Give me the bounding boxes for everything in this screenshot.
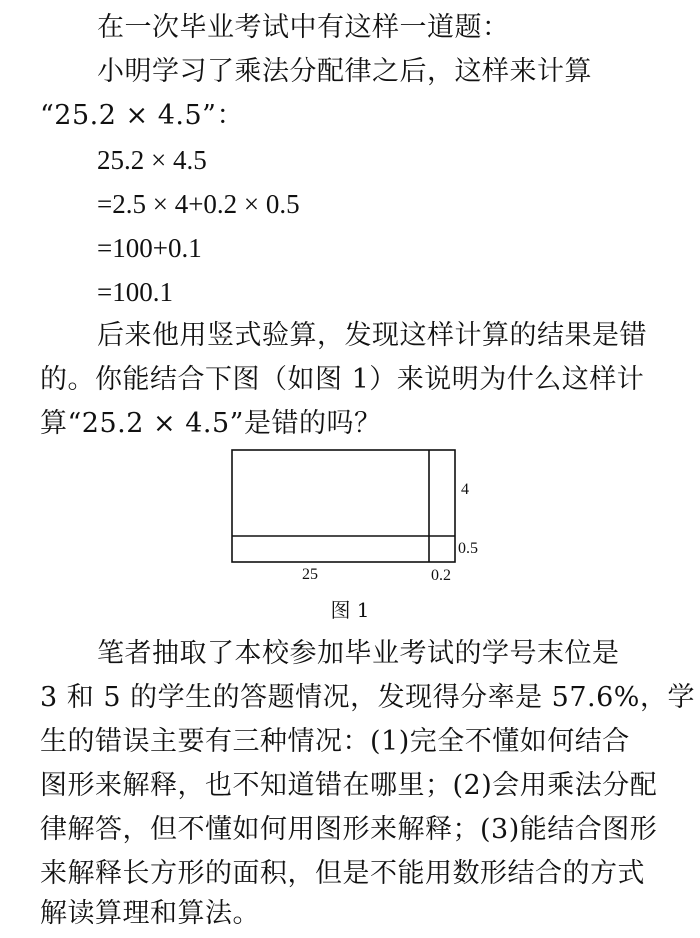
calc-step-3: =100+0.1 [97,233,202,263]
calc-step-2: =2.5 × 4+0.2 × 0.5 [97,189,300,219]
problem-line-1: 小明学习了乘法分配律之后，这样来计算 [97,56,592,87]
analysis-line-3: 生的错误主要有三种情况：(1)完全不懂如何结合 [40,726,630,757]
analysis-line-5: 律解答，但不懂如何用图形来解释；(3)能结合图形 [40,814,658,845]
figure-caption: 图 1 [330,598,370,622]
analysis-line-2: 3 和 5 的学生的答题情况，发现得分率是 57.6%，学 [40,682,695,713]
analysis-line-7: 解读算理和算法。 [40,898,260,929]
label-height-0-5: 0.5 [458,540,478,557]
outer-rectangle [232,450,455,562]
analysis-line-1: 笔者抽取了本校参加毕业考试的学号末位是 [97,638,620,669]
calc-step-1: 25.2 × 4.5 [97,145,207,175]
label-width-25: 25 [302,566,318,583]
question-line-1: 后来他用竖式验算，发现这样计算的结果是错 [97,320,647,351]
label-width-0-2: 0.2 [431,567,451,584]
analysis-line-4: 图形来解释，也不知道错在哪里；(2)会用乘法分配 [40,770,658,801]
calc-step-4: =100.1 [97,277,173,307]
analysis-line-6: 来解释长方形的面积，但是不能用数形结合的方式 [40,858,645,889]
question-line-2: 的。你能结合下图（如图 1）来说明为什么这样计 [40,364,645,395]
problem-line-2: “25.2 × 4.5”： [40,100,244,131]
label-height-4: 4 [461,481,469,498]
area-figure [226,443,486,588]
intro-line: 在一次毕业考试中有这样一道题： [97,12,510,43]
question-line-3: 算“25.2 × 4.5”是错的吗？ [40,408,382,439]
